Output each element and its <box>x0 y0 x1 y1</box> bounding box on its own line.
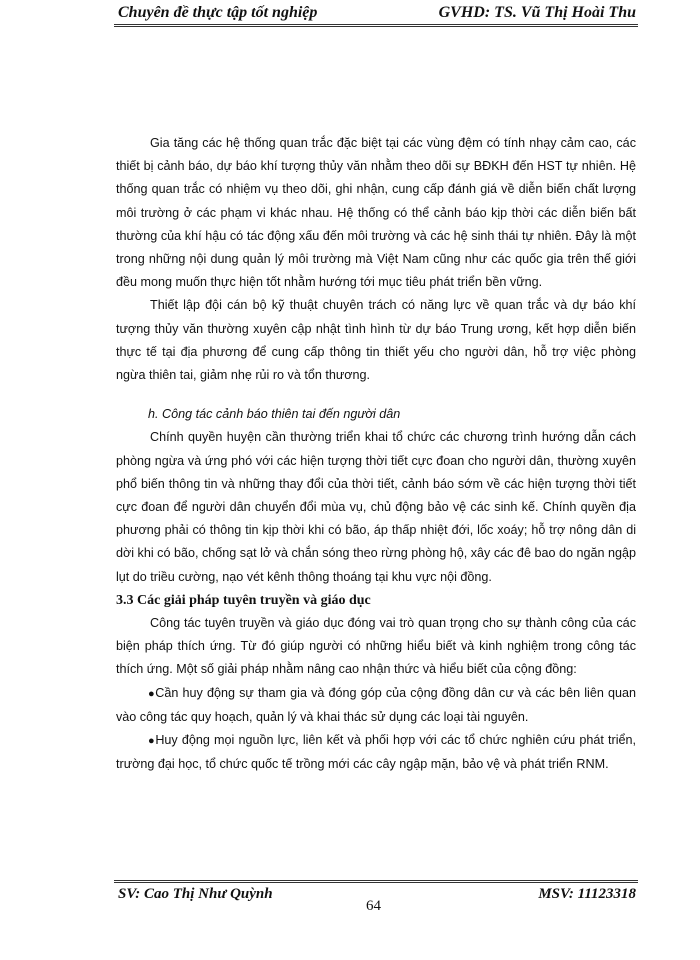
header-title: Chuyên đề thực tập tốt nghiệp <box>118 4 318 21</box>
bullet-item <box>116 729 636 776</box>
subheading-warning: h. Công tác cảnh báo thiên tai đến người dân <box>148 407 401 422</box>
page-body <box>116 132 636 776</box>
page-number: 64 <box>366 898 381 914</box>
spacer <box>116 387 636 403</box>
paragraph-monitoring: Gia tăng các hệ thống quan trắc đặc biệt tại các vùng đệm có tính nhạy cảm cao, các thiết bị cảnh báo, dự báo khí tượng thủy văn nhằm theo dõi sự BĐKH đến HST tự nhiên. Hệ thống quan trắc có nhiệm vụ theo dõi, ghi nhận, cung cấp đánh giá về diễn biến chất lượng môi trường ở các phạm vi khác nhau. Hệ thống có thể cảnh báo kịp thời các diễn biến bất thường của khí hậu có tác động xấu đến môi trường và các hệ sinh thái tự nhiên. Đây là một trong những nội dung quản lý môi trường mà Việt Nam cũng như các quốc gia trên thế giới đều mong muốn thực hiện tốt nhằm hướng tới mục tiêu phát triển bền vững. <box>116 136 636 290</box>
paragraph-warning: Chính quyền huyện cần thường triển khai tổ chức các chương trình hướng dẫn cách phòng ngừa và ứng phó với các hiện tượng thời tiết cực đoan cho người dân, thường xuyên phổ biến thông tin và những thay đổi của thời tiết, cảnh báo sớm về các hiện tượng thời tiết cực đoan để người dân chuyển đổi mùa vụ, chủ động bảo vệ các sinh kế. Chính quyền địa phương phải có thông tin kịp thời khi có bão, áp thấp nhiệt đới, lốc xoáy; hỗ trợ nông dân di dời khi có bão, chống sạt lở và chắn sóng theo rừng phòng hộ, xây các đê bao do ngăn ngập lụt do triều cường, nạo vét kênh thông thoáng tại khu vực nội đồng. <box>116 430 636 584</box>
footer-student-id: MSV: 11123318 <box>538 886 636 902</box>
header-rule <box>114 24 638 27</box>
paragraph-staff: Thiết lập đội cán bộ kỹ thuật chuyên trách có năng lực về quan trắc và dự báo khí tượng thủy văn thường xuyên cập nhật tình hình từ dự báo Trung ương, kết hợp diễn biến thực tế tại địa phương để cung cấp thông tin thiết yếu cho người dân, hỗ trợ việc phòng ngừa thiên tai, giảm nhẹ rủi ro và tổn thương. <box>116 298 636 383</box>
page-footer <box>118 886 636 916</box>
section-heading: 3.3 Các giải pháp tuyên truyền và giáo dục <box>116 592 371 608</box>
footer-student: SV: Cao Thị Như Quỳnh <box>118 886 273 902</box>
header-supervisor: GVHD: TS. Vũ Thị Hoài Thu <box>438 4 636 21</box>
bullet-icon: ● <box>148 735 156 748</box>
page-header <box>118 4 636 26</box>
bullet-text: Cần huy động sự tham gia và đóng góp của cộng đồng dân cư và các bên liên quan vào công tác quy hoạch, quản lý và khai thác sử dụng các loại tài nguyên. <box>116 685 636 724</box>
paragraph-education: Công tác tuyên truyền và giáo dục đóng vai trò quan trọng cho sự thành công của các biện pháp thích ứng. Từ đó giúp người có những hiểu biết và kinh nghiệm trong công tác thích ứng. Một số giải pháp nhằm nâng cao nhận thức và hiểu biết của cộng đồng: <box>116 616 636 677</box>
footer-rule <box>114 880 638 883</box>
bullet-item <box>116 682 636 729</box>
bullet-text: Huy động mọi nguồn lực, liên kết và phối hợp với các tổ chức nghiên cứu phát triển, trường đại học, tổ chức quốc tế trồng mới các cây ngập mặn, bảo vệ và phát triển RNM. <box>116 733 636 772</box>
bullet-icon: ● <box>148 687 156 700</box>
